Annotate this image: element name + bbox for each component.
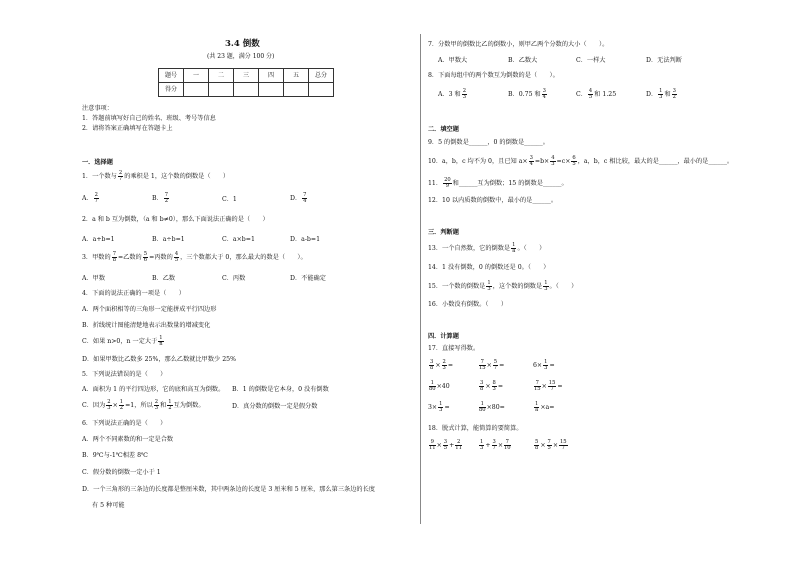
question-4: 4．下面的说法正确的一项是（ ） xyxy=(82,290,185,297)
q3-option-a[interactable]: A．甲数 xyxy=(82,275,106,282)
q6-option-a[interactable]: A．两个不同素数的和一定是合数 xyxy=(82,436,174,443)
section-title-choice: 一．选择题 xyxy=(82,159,113,166)
q8-option-c[interactable]: C． $\frac{4}{5}$ 和 1.25 xyxy=(576,88,617,101)
q8-option-d[interactable]: D． $\frac{1}{3}$ 和 $\frac{3}{2}$ xyxy=(646,88,676,101)
section-title-fill: 二．填空题 xyxy=(428,126,459,133)
q1-option-d[interactable]: D． $\frac{7}{4}$ xyxy=(290,192,307,205)
calc-item: 6× $\frac{1}{3}$ = xyxy=(533,359,555,372)
q2-option-d[interactable]: D．a-b=1 xyxy=(290,236,321,243)
question-12: 12．10 以内质数的倒数中，最小的是______。 xyxy=(428,197,558,204)
score-input-cell[interactable] xyxy=(259,83,284,97)
question-9: 9．5 的倒数是______，0 的倒数是______。 xyxy=(428,139,549,146)
score-cell: 得分 xyxy=(159,83,184,97)
expr-item: $\frac{5}{8}$ × $\frac{7}{5}$ × $\frac{15}{7}$ xyxy=(535,439,567,452)
q3-option-b[interactable]: B．乙数 xyxy=(152,275,176,282)
q4-option-b[interactable]: B．折线统计图能清楚地表示出数量的增减变化 xyxy=(82,322,211,329)
q8-option-b[interactable]: B．0.75 和 $\frac{3}{4}$ xyxy=(508,88,546,101)
calc-item: $\frac{3}{8}$ × $\frac{2}{3}$ = xyxy=(430,359,453,372)
score-cell: 二 xyxy=(209,69,234,83)
question-1 xyxy=(82,171,229,182)
q4-option-d[interactable]: D．如果甲数比乙数多 25%，那么乙数就比甲数少 25% xyxy=(82,356,236,363)
q5-option-a[interactable]: A．面积为 1 的平行四边形，它的底和高互为倒数。 xyxy=(82,386,225,393)
question-18: 18．脱式计算，能简算的要简算。 xyxy=(428,425,523,432)
question-11: 11． $\frac{20}{9}$ 和______互为倒数；15 的倒数是______。 xyxy=(428,177,568,190)
calc-item: $\frac{7}{15}$ × $\frac{15}{7}$ = xyxy=(534,380,563,393)
score-table-header-row xyxy=(159,69,334,83)
q6-option-d[interactable]: D．一个三角形的三条边的长度都是整厘米数，其中两条边的长度是 3 厘米和 5 厘米，那么第三条边的长度 xyxy=(82,486,375,493)
question-6: 6．下列说法正确的是（ ） xyxy=(82,420,167,427)
score-table xyxy=(158,68,334,97)
score-cell: 四 xyxy=(259,69,284,83)
score-input-cell[interactable] xyxy=(284,83,309,97)
expr-item: $\frac{9}{11}$ × $\frac{3}{5}$ + $\frac{2}{11}$ xyxy=(429,439,462,452)
q1-option-a[interactable]: A． $\frac{2}{7}$ xyxy=(82,192,98,205)
q2-option-c[interactable]: C．a×b=1 xyxy=(222,236,255,243)
score-cell: 一 xyxy=(184,69,209,83)
calc-item: $\frac{1}{80}$ ×80= xyxy=(479,401,505,414)
section-title-calc: 四．计算题 xyxy=(428,333,459,340)
notice-title: 注意事项： xyxy=(82,105,113,112)
question-2: 2．a 和 b 互为倒数，（a 和 b≠0），那么下面说法正确的是（ ） xyxy=(82,216,269,223)
q1-stem-b: 的乘积是 1，这个数的倒数是（ ） xyxy=(124,173,230,181)
q7-option-b[interactable]: B．乙数大 xyxy=(508,57,538,64)
q3-option-d[interactable]: D．不能确定 xyxy=(290,275,326,282)
q2-option-b[interactable]: B．a÷b=1 xyxy=(152,236,185,243)
calc-item: $\frac{1}{80}$ ×40 xyxy=(429,380,450,393)
q4-option-c[interactable]: C．如果 n>0，n 一定大于 $\frac{1}{n}$ xyxy=(82,335,163,348)
page-subtitle: (共 23 题，满分 100 分) xyxy=(207,53,275,60)
q1-option-b[interactable]: B． $\frac{7}{2}$ xyxy=(152,192,169,205)
question-16: 16．小数没有倒数。（ ） xyxy=(428,301,508,308)
score-cell: 三 xyxy=(234,69,259,83)
q5-option-d[interactable]: D．真分数的倒数一定是假分数 xyxy=(232,403,318,410)
question-17: 17．直接写得数。 xyxy=(428,345,480,352)
q2-option-a[interactable]: A．a+b=1 xyxy=(82,236,115,243)
question-7: 7．分数甲的倒数比乙的倒数小，则甲乙两个分数的大小（ ）。 xyxy=(428,41,609,48)
fraction: $\frac{2}{7}$ xyxy=(118,170,123,183)
q5-option-b[interactable]: B．1 的倒数是它本身，0 没有倒数 xyxy=(232,386,329,393)
question-13: 13．一个自然数，它的倒数是 $\frac{1}{a}$ 。（ ） xyxy=(428,242,546,255)
calc-item: $\frac{7}{15}$ × $\frac{5}{7}$ = xyxy=(479,359,505,372)
score-input-cell[interactable] xyxy=(209,83,234,97)
q6-option-b[interactable]: B．9℃与-1℃相差 8℃ xyxy=(82,452,148,459)
question-5: 5．下列说法错误的是（ ） xyxy=(82,371,167,378)
question-14: 14．1 没有倒数，0 的倒数还是 0。（ ） xyxy=(428,264,550,271)
calc-item: 3× $\frac{1}{3}$ = xyxy=(428,401,450,414)
column-divider xyxy=(420,34,421,524)
page-title: 3.4 倒数 xyxy=(225,39,260,49)
question-10: 10．a，b，c 均不为 0，且已知 a× $\frac{3}{4}$ =b× $\frac{4}{3}$ =c× $\frac{6}{5}$ ，a，b，c 相比较，最大的是______，最小的是______。 xyxy=(428,155,734,168)
q4-option-a[interactable]: A．两个面积相等的三角形一定能拼成平行四边形 xyxy=(82,306,217,313)
q7-option-c[interactable]: C．一样大 xyxy=(576,57,606,64)
score-cell: 五 xyxy=(284,69,309,83)
calc-item: $\frac{3}{8}$ × $\frac{8}{3}$ = xyxy=(480,380,503,393)
q3-option-c[interactable]: C．丙数 xyxy=(222,275,246,282)
calc-item: $\frac{1}{a}$ ×a= xyxy=(535,401,555,414)
notice-item: 2．请将答案正确填写在答题卡上 xyxy=(82,125,173,132)
score-cell: 题号 xyxy=(159,69,184,83)
score-cell: 总分 xyxy=(309,69,334,83)
notice-item: 1．答题前填写好自己的姓名、班级、考号等信息 xyxy=(82,115,216,122)
q7-option-d[interactable]: D．无法判断 xyxy=(646,57,682,64)
score-table-score-row xyxy=(159,83,334,97)
score-input-cell[interactable] xyxy=(309,83,334,97)
score-input-cell[interactable] xyxy=(234,83,259,97)
question-15: 15．一个数的倒数是 $\frac{1}{3}$ ，这个数的倒数是 $\frac{1}{3}$ 。（ ） xyxy=(428,280,578,293)
q1-option-c[interactable]: C．1 xyxy=(222,196,237,203)
question-8: 8．下面每组中的两个数互为倒数的是（ ）。 xyxy=(428,72,559,79)
section-title-judge: 三．判断题 xyxy=(428,229,459,236)
q1-stem-a: 1．一个数与 xyxy=(82,173,117,181)
q6-option-c[interactable]: C．假分数的倒数一定小于 1 xyxy=(82,469,161,476)
score-input-cell[interactable] xyxy=(184,83,209,97)
q6-option-d-cont: 有 5 种可能 xyxy=(92,502,125,509)
question-3: 3．甲数的 $\frac{7}{8}$ =乙数的 $\frac{5}{6}$ =丙数的 $\frac{4}{5}$ ，三个数都大于 0，那么最大的数是（ ）。 xyxy=(82,251,307,264)
q7-option-a[interactable]: A．甲数大 xyxy=(438,57,468,64)
expr-item: $\frac{1}{3}$ + $\frac{3}{7}$ × $\frac{7}{10}$ xyxy=(480,439,511,452)
q5-option-c[interactable]: C．因为 $\frac{2}{3}$ × $\frac{1}{2}$ =1，所以 $\frac{2}{3}$ 和 $\frac{1}{2}$ 互为倒数。 xyxy=(82,399,205,412)
q8-option-a[interactable]: A．3 和 $\frac{2}{3}$ xyxy=(438,88,467,101)
